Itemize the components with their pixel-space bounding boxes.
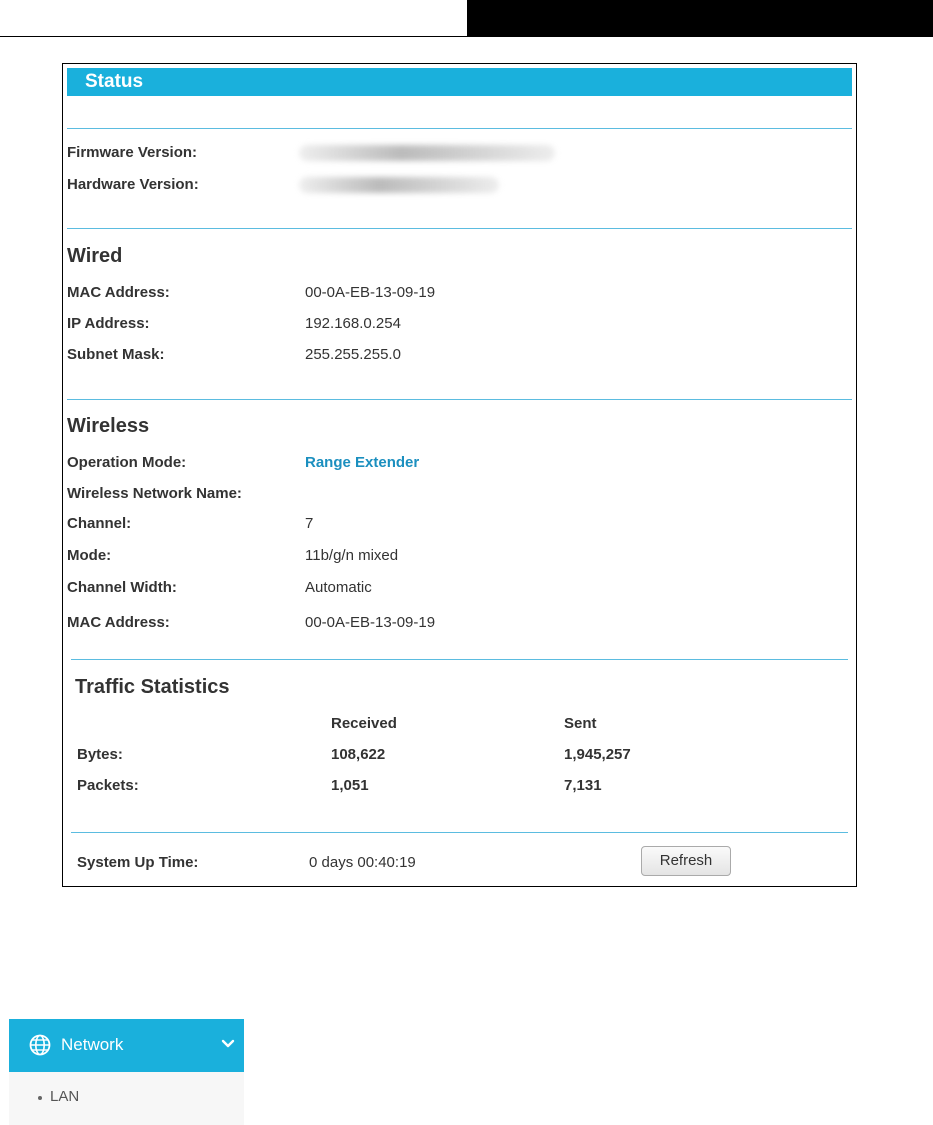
refresh-button[interactable]: Refresh	[641, 846, 731, 876]
received-column-header: Received	[331, 715, 397, 732]
wired-subnet-label: Subnet Mask:	[67, 346, 165, 363]
packets-sent-value: 7,131	[564, 777, 602, 794]
channel-width-label: Channel Width:	[67, 579, 177, 596]
divider	[67, 128, 852, 129]
wired-mac-value: 00-0A-EB-13-09-19	[305, 284, 436, 301]
top-divider	[0, 36, 470, 37]
bullet-icon	[38, 1096, 42, 1100]
wireless-network-name-label: Wireless Network Name:	[67, 485, 242, 502]
operation-mode-label: Operation Mode:	[67, 454, 187, 471]
divider	[67, 399, 852, 400]
system-up-time-label: System Up Time:	[77, 854, 199, 871]
wired-ip-label: IP Address:	[67, 315, 150, 332]
packets-received-value: 1,051	[331, 777, 369, 794]
globe-icon	[29, 1034, 51, 1056]
bytes-label: Bytes:	[77, 746, 123, 763]
mode-label: Mode:	[67, 547, 112, 564]
channel-value: 7	[305, 515, 314, 532]
system-up-time-value: 0 days 00:40:19	[309, 854, 416, 871]
channel-label: Channel:	[67, 515, 132, 532]
divider	[71, 659, 848, 660]
wireless-mac-label: MAC Address:	[67, 614, 170, 631]
mode-value: 11b/g/n mixed	[305, 547, 399, 564]
nav-item-lan-label: LAN	[50, 1088, 80, 1105]
firmware-version-label: Firmware Version:	[67, 144, 198, 161]
firmware-version-value-redacted	[299, 145, 555, 161]
operation-mode-value: Range Extender	[305, 454, 420, 471]
bytes-sent-value: 1,945,257	[564, 746, 631, 763]
sent-column-header: Sent	[564, 715, 597, 732]
wireless-mac-value: 00-0A-EB-13-09-19	[305, 614, 436, 631]
chevron-down-icon[interactable]	[221, 1039, 235, 1049]
bytes-received-value: 108,622	[331, 746, 386, 763]
nav-network-header[interactable]	[9, 1019, 244, 1072]
status-title: Status	[67, 68, 852, 96]
hardware-version-label: Hardware Version:	[67, 176, 199, 193]
wired-subnet-value: 255.255.255.0	[305, 346, 401, 363]
top-black-bar	[467, 0, 933, 37]
traffic-statistics-title: Traffic Statistics	[75, 676, 230, 698]
status-panel	[62, 63, 857, 887]
nav-network-label: Network	[61, 1035, 124, 1054]
packets-label: Packets:	[77, 777, 139, 794]
divider	[71, 832, 848, 833]
wired-ip-value: 192.168.0.254	[305, 315, 401, 332]
hardware-version-value-redacted	[299, 177, 499, 193]
nav-item-lan[interactable]	[9, 1072, 244, 1125]
channel-width-value: Automatic	[305, 579, 372, 596]
wireless-section-title: Wireless	[67, 415, 150, 437]
divider	[67, 228, 852, 229]
wired-mac-label: MAC Address:	[67, 284, 170, 301]
wired-section-title: Wired	[67, 245, 123, 267]
